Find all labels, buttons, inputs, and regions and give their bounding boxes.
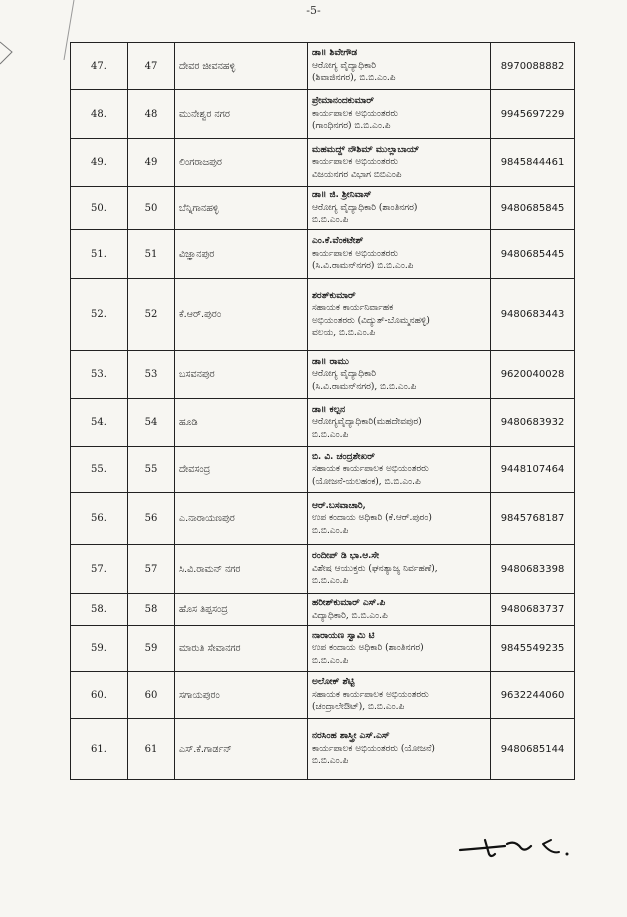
phone-number: 9480685445 — [491, 230, 575, 279]
phone-number: 9845844461 — [491, 139, 575, 187]
officer-designation-line: (ಸಿ.ವಿ.ರಾಮನ್‌ನಗರ) ಬಿ.ಬಿ.ಎಂ.ಪಿ — [312, 261, 414, 272]
ward-number: 52 — [128, 279, 175, 351]
table-row — [71, 43, 575, 90]
ward-number: 55 — [128, 447, 175, 493]
ward-number: 48 — [128, 90, 175, 139]
officer-name: ಡಾ॥ ರಾಮು — [312, 356, 349, 367]
ward-number: 57 — [128, 545, 175, 594]
officer-name: ಎಂ.ಕೆ.ವೆಂಕಟೇಶ್ — [312, 236, 364, 247]
officer-designation-line: ಉಪ ಕಂದಾಯ ಅಧಿಕಾರಿ (ಕೆ.ಆರ್.ಪುರಂ) — [312, 513, 432, 524]
ward-name: ಮುನೇಶ್ವರ ನಗರ — [175, 90, 308, 139]
officer-name: ಪ್ರೇಮಾನಂದಕುಮಾರ್ — [312, 96, 374, 107]
officer-details — [308, 230, 491, 279]
officer-designation-line: ಬಿ.ಬಿ.ಎಂ.ಪಿ — [312, 756, 349, 767]
officer-name: ಶರತ್‌ಕುಮಾರ್ — [312, 290, 356, 301]
serial-number: 51. — [71, 230, 128, 279]
table-row — [71, 399, 575, 447]
officer-designation-line: ಕಾರ್ಯಪಾಲಕ ಅಭಿಯಂತರರು — [312, 108, 398, 119]
officer-name: ಮಹಮದ್ದ್ ನೌಶಿಮ್ ಮುಲ್ಲಾಬಾಯ್ — [312, 144, 420, 155]
ward-number: 61 — [128, 719, 175, 780]
ward-name: ಬಸವನಪುರ — [175, 351, 308, 399]
officer-name: ಹರೀಶ್‌ಕುಮಾರ್ ಎಸ್.ಪಿ — [312, 598, 386, 608]
officer-designation-line: ಆರೋಗ್ಯವೈದ್ಯಾಧಿಕಾರಿ(ಮಹದೇವಪುರ) — [312, 417, 422, 428]
serial-number: 61. — [71, 719, 128, 780]
serial-number: 52. — [71, 279, 128, 351]
officer-designation-line: ಬಿ.ಬಿ.ಎಂ.ಪಿ — [312, 429, 349, 440]
officer-designation-line: ವಲಯ, ಬಿ.ಬಿ.ಎಂ.ಪಿ — [312, 328, 376, 338]
phone-number: 9620040028 — [491, 351, 575, 399]
officer-designation-line: ಕಾರ್ಯಪಾಲಕ ಅಭಿಯಂತರರು (ಯೋಜನೆ) — [312, 743, 435, 754]
phone-number: 9480683443 — [491, 279, 575, 351]
table-row — [71, 672, 575, 719]
officer-name: ನರಸಿಂಹ ಶಾಸ್ತ್ರೀ ಎಸ್.ಎಸ್ — [312, 731, 390, 742]
signature — [455, 830, 575, 870]
officer-designation-line: ಕಾರ್ಯಪಾಲಕ ಅಭಿಯಂತರರು — [312, 157, 398, 168]
phone-number: 9845768187 — [491, 493, 575, 545]
ward-name: ದೇವಸಂದ್ರ — [175, 447, 308, 493]
phone-number: 9480683398 — [491, 545, 575, 594]
officer-details — [308, 447, 491, 493]
officer-table — [70, 42, 575, 780]
ward-name: ವಿಜ್ಞಾನಪುರ — [175, 230, 308, 279]
table-row — [71, 351, 575, 399]
ward-name: ಸಗಾಯಪುರಂ — [175, 672, 308, 719]
officer-designation-line: ಬಿ.ಬಿ.ಎಂ.ಪಿ — [312, 655, 349, 666]
serial-number: 53. — [71, 351, 128, 399]
serial-number: 57. — [71, 545, 128, 594]
ward-number: 54 — [128, 399, 175, 447]
ward-name: ಲಿಂಗರಾಜಪುರ — [175, 139, 308, 187]
officer-name: ನಾರಾಯಣ ಸ್ವಾಮಿ ಟಿ — [312, 630, 375, 641]
table-row — [71, 187, 575, 230]
ward-number: 58 — [128, 594, 175, 626]
serial-number: 60. — [71, 672, 128, 719]
ward-name: ದೇವರ ಜೀವನಹಳ್ಳಿ — [175, 43, 308, 90]
phone-number: 9448107464 — [491, 447, 575, 493]
officer-name: ಆರ್.ಬಸವಾಚಾರಿ, — [312, 500, 366, 511]
table-row — [71, 279, 575, 351]
officer-details — [308, 90, 491, 139]
officer-name: ಡಾ॥ ಶಿವೇಗೌಡ — [312, 48, 358, 59]
phone-number: 9632244060 — [491, 672, 575, 719]
serial-number: 50. — [71, 187, 128, 230]
officer-designation-line: ಬಿ.ಬಿ.ಎಂ.ಪಿ — [312, 576, 349, 587]
phone-number: 8970088882 — [491, 43, 575, 90]
table-row — [71, 447, 575, 493]
officer-designation-line: (ಚಂದ್ರಾಲೇಔಟ್), ಬಿ.ಬಿ.ಎಂ.ಪಿ — [312, 702, 405, 713]
table-row — [71, 545, 575, 594]
officer-designation-line: ವಿದ್ಯಾಧಿಕಾರಿ, ಬಿ.ಬಿ.ಎಂ.ಪಿ — [312, 610, 388, 621]
table-row — [71, 139, 575, 187]
officer-details — [308, 399, 491, 447]
officer-details — [308, 672, 491, 719]
officer-designation-line: ಸಹಾಯಕ ಕಾರ್ಯಪಾಲಕ ಅಭಿಯಂತರರು — [312, 689, 429, 700]
officer-details — [308, 279, 491, 351]
officer-designation-line: ಆರೋಗ್ಯ ವೈದ್ಯಾಧಿಕಾರಿ — [312, 60, 377, 71]
officer-designation-line: ಸಹಾಯಕ ಕಾರ್ಯಪಾಲಕ ಅಭಿಯಂತರರು — [312, 464, 429, 475]
officer-designation-line: ಬಿ.ಬಿ.ಎಂ.ಪಿ — [312, 525, 349, 536]
table-row — [71, 719, 575, 780]
table-row — [71, 493, 575, 545]
officer-designation-line: ಸಹಾಯಕ ಕಾರ್ಯನಿರ್ವಾಹಕ — [312, 303, 394, 313]
ward-number: 49 — [128, 139, 175, 187]
serial-number: 49. — [71, 139, 128, 187]
officer-details — [308, 594, 491, 626]
ward-name: ಬೆನ್ನಿಗಾನಹಳ್ಳಿ — [175, 187, 308, 230]
ward-name: ಕೆ.ಆರ್.ಪುರಂ — [175, 279, 308, 351]
serial-number: 56. — [71, 493, 128, 545]
officer-designation-line: (ಸಿ.ವಿ.ರಾಮನ್‌ನಗರ), ಬಿ.ಬಿ.ಎಂ.ಪಿ — [312, 381, 417, 392]
phone-number: 9480683737 — [491, 594, 575, 626]
ward-number: 56 — [128, 493, 175, 545]
ward-name: ಮಾರುತಿ ಸೇವಾನಗರ — [175, 626, 308, 672]
officer-name: ಬಿ. ವಿ. ಚಂದ್ರಶೇಖರ್ — [312, 451, 375, 462]
officer-details — [308, 493, 491, 545]
serial-number: 54. — [71, 399, 128, 447]
officer-details — [308, 351, 491, 399]
ward-name: ಎ.ನಾರಾಯಣಪುರ — [175, 493, 308, 545]
table-row — [71, 594, 575, 626]
officer-designation-line: ಬಿ.ಬಿ.ಎಂ.ಪಿ — [312, 215, 349, 226]
table-row — [71, 90, 575, 139]
ward-number: 51 — [128, 230, 175, 279]
ward-number: 47 — [128, 43, 175, 90]
officer-designation-line: (ಗಾಂಧಿನಗರ) ಬಿ.ಬಿ.ಎಂ.ಪಿ — [312, 121, 391, 132]
phone-number: 9945697229 — [491, 90, 575, 139]
officer-details — [308, 187, 491, 230]
table-row — [71, 626, 575, 672]
serial-number: 59. — [71, 626, 128, 672]
officer-designation-line: (ಶಿವಾಜಿನಗರ), ಬಿ.ಬಿ.ಎಂ.ಪಿ — [312, 73, 396, 84]
ward-number: 59 — [128, 626, 175, 672]
officer-details — [308, 139, 491, 187]
ward-name: ಸಿ.ವಿ.ರಾಮನ್ ನಗರ — [175, 545, 308, 594]
officer-details — [308, 545, 491, 594]
ward-number: 50 — [128, 187, 175, 230]
officer-details — [308, 626, 491, 672]
officer-designation-line: (ಯೋಜನೆ-ಯಲಹಂಕ), ಬಿ.ಬಿ.ಎಂ.ಪಿ — [312, 476, 421, 487]
ward-name: ಎಸ್.ಕೆ.ಗಾರ್ಡನ್ — [175, 719, 308, 780]
officer-details — [308, 719, 491, 780]
ward-name: ಹೊಸ ತಿಪ್ಪಸಂದ್ರ — [175, 594, 308, 626]
page-number: -5- — [306, 4, 321, 17]
table-row — [71, 230, 575, 279]
officer-details — [308, 43, 491, 90]
officer-designation-line: ಆರೋಗ್ಯ ವೈದ್ಯಾಧಿಕಾರಿ — [312, 369, 377, 380]
officer-name: ಅಲೋಕ್ ಶೆಟ್ಟಿ — [312, 677, 355, 688]
ward-number: 60 — [128, 672, 175, 719]
serial-number: 48. — [71, 90, 128, 139]
page-corner-mark — [0, 20, 20, 80]
officer-designation-line: ಆರೋಗ್ಯ ವೈದ್ಯಾಧಿಕಾರಿ (ಶಾಂತಿನಗರ) — [312, 202, 418, 213]
phone-number: 9480685144 — [491, 719, 575, 780]
ward-name: ಹೂಡಿ — [175, 399, 308, 447]
officer-designation-line: ಅಭಿಯಂತರರು (ವಿದ್ಯುತ್-ಬೊಮ್ಮನಹಳ್ಳಿ) — [312, 315, 430, 326]
officer-designation-line: ವಿಜಯನಗರ ವಿಭಾಗ ಬಿಬಿಎಂಪಿ — [312, 169, 402, 180]
serial-number: 55. — [71, 447, 128, 493]
officer-name: ಡಾ॥ ಕಲ್ಪನ — [312, 404, 346, 415]
serial-number: 58. — [71, 594, 128, 626]
serial-number: 47. — [71, 43, 128, 90]
officer-designation-line: ಕಾರ್ಯಪಾಲಕ ಅಭಿಯಂತರರು — [312, 248, 398, 259]
officer-designation-line: ವಿಶೇಷ ಆಯುಕ್ತರು (ಘನತ್ಯಾಜ್ಯ ನಿರ್ವಹಣೆ), — [312, 563, 438, 574]
ward-number: 53 — [128, 351, 175, 399]
phone-number: 9845549235 — [491, 626, 575, 672]
officer-name: ರಂದೀಪ್ ಡಿ ಭಾ.ಆ.ಸೇ — [312, 551, 380, 562]
phone-number: 9480685845 — [491, 187, 575, 230]
officer-designation-line: ಉಪ ಕಂದಾಯ ಅಧಿಕಾರಿ (ಶಾಂತಿನಗರ) — [312, 643, 424, 654]
officer-name: ಡಾ॥ ಜಿ. ಶ್ರೀನಿವಾಸ್ — [312, 190, 372, 201]
phone-number: 9480683932 — [491, 399, 575, 447]
